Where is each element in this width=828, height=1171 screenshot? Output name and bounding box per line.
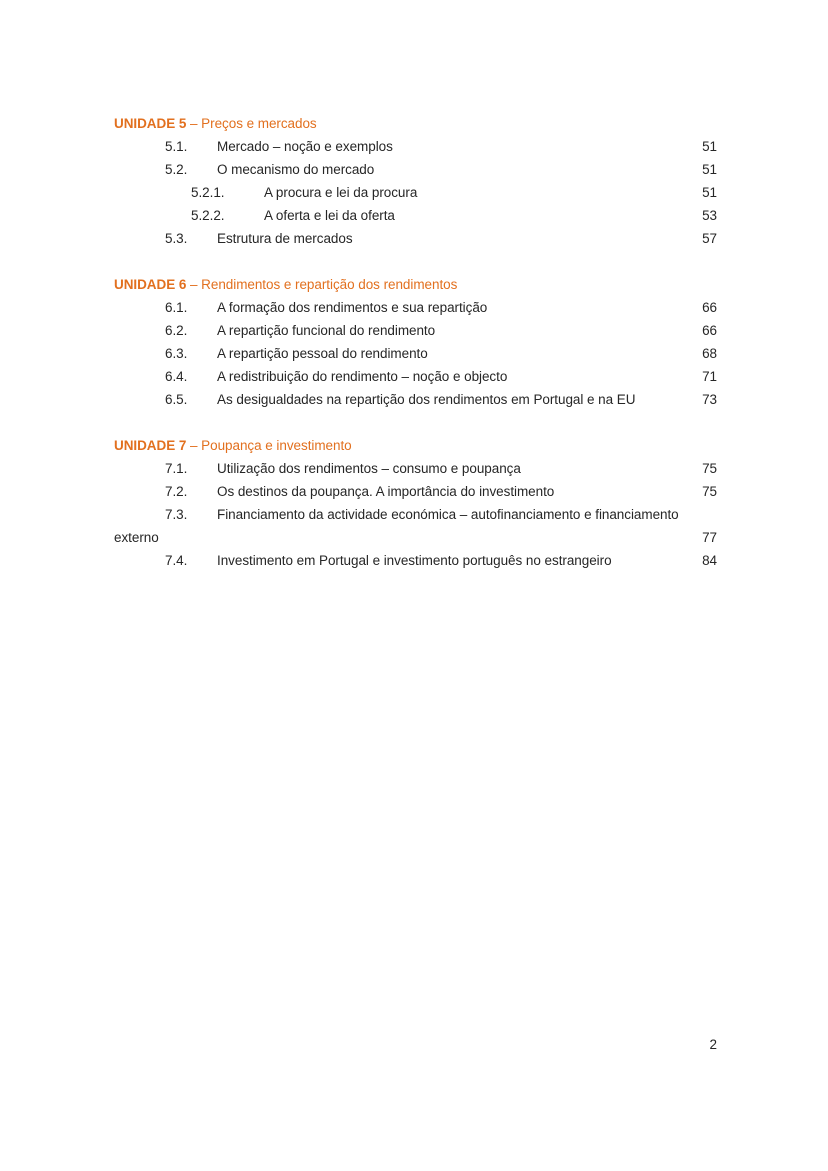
- toc-entry-number: 7.1.: [165, 461, 188, 476]
- toc-unit-label: UNIDADE 5: [114, 116, 187, 131]
- toc-entry-number: 6.3.: [165, 346, 188, 361]
- toc-entry-title: Estrutura de mercados: [217, 231, 353, 246]
- toc-entry[interactable]: [114, 480, 719, 503]
- toc-entry[interactable]: [114, 227, 719, 250]
- toc-entry-list: [114, 457, 719, 572]
- toc-unit-block: [114, 434, 719, 572]
- toc-unit-title: – Poupança e investimento: [186, 438, 352, 453]
- toc-entry-title: O mecanismo do mercado: [217, 162, 375, 177]
- toc-entry-number: 7.3.: [165, 507, 188, 522]
- toc-unit-heading[interactable]: [114, 273, 719, 296]
- toc-unit-block: [114, 112, 719, 250]
- toc-unit-block: [114, 273, 719, 411]
- toc-entry-title: Utilização dos rendimentos – consumo e poupança: [217, 461, 521, 476]
- toc-entry-title: As desigualdades na repartição dos rendimentos em Portugal e na EU: [217, 392, 636, 407]
- toc-entry-page-number: 51: [702, 185, 717, 200]
- toc-entry-page-number: 51: [702, 139, 717, 154]
- toc-unit-title: – Preços e mercados: [186, 116, 317, 131]
- toc-entry[interactable]: [114, 549, 719, 572]
- toc-entry[interactable]: [114, 503, 719, 549]
- toc-entry[interactable]: [114, 365, 719, 388]
- toc-entry-number: 5.2.1.: [191, 185, 225, 200]
- toc-unit-label: UNIDADE 7: [114, 438, 187, 453]
- toc-entry-number: 6.4.: [165, 369, 188, 384]
- toc-entry[interactable]: [114, 296, 719, 319]
- toc-entry-number: 5.2.: [165, 162, 188, 177]
- toc-entry-title: A repartição pessoal do rendimento: [217, 346, 428, 361]
- toc-entry[interactable]: [114, 135, 719, 158]
- toc-entry-page-number: 51: [702, 162, 717, 177]
- toc-unit-title: – Rendimentos e repartição dos rendimentos: [186, 277, 458, 292]
- toc-entry[interactable]: [114, 181, 719, 204]
- toc-entry-page-number: 77: [702, 530, 717, 545]
- toc-entry-number: 7.2.: [165, 484, 188, 499]
- toc-entry-number: 6.2.: [165, 323, 188, 338]
- toc-entry-page-number: 84: [702, 553, 717, 568]
- toc-entry-page-number: 75: [702, 484, 717, 499]
- toc-entry[interactable]: [114, 204, 719, 227]
- toc-entry[interactable]: [114, 388, 719, 411]
- toc-entry-list: [114, 135, 719, 250]
- toc-entry-title: A procura e lei da procura: [264, 185, 418, 200]
- toc-entry[interactable]: [114, 158, 719, 181]
- toc-entry-title: Os destinos da poupança. A importância do investimento: [217, 484, 555, 499]
- toc-unit-label: UNIDADE 6: [114, 277, 187, 292]
- toc-entry-page-number: 68: [702, 346, 717, 361]
- toc-entry-page-number: 57: [702, 231, 717, 246]
- toc-entry[interactable]: [114, 457, 719, 480]
- toc-entry-number: 6.1.: [165, 300, 188, 315]
- toc-entry[interactable]: [114, 342, 719, 365]
- toc-entry-number: 6.5.: [165, 392, 188, 407]
- toc-entry-page-number: 66: [702, 300, 717, 315]
- toc-entry-page-number: 75: [702, 461, 717, 476]
- toc-entry-title: A formação dos rendimentos e sua repartição: [217, 300, 488, 315]
- toc-entry-number: 5.2.2.: [191, 208, 225, 223]
- toc-entry-title: A repartição funcional do rendimento: [217, 323, 436, 338]
- toc-entry-title: A redistribuição do rendimento – noção e objecto: [217, 369, 508, 384]
- toc-unit-heading[interactable]: [114, 112, 719, 135]
- toc-entry-title: Mercado – noção e exemplos: [217, 139, 393, 154]
- toc-unit-heading[interactable]: [114, 434, 719, 457]
- toc-entry-page-number: 66: [702, 323, 717, 338]
- toc-entry-list: [114, 296, 719, 411]
- toc-entry-title: Investimento em Portugal e investimento português no estrangeiro: [217, 553, 612, 568]
- toc-entry-title: A oferta e lei da oferta: [264, 208, 395, 223]
- toc-entry-page-number: 53: [702, 208, 717, 223]
- toc-entry-number: 5.1.: [165, 139, 188, 154]
- toc-entry-title: Financiamento da actividade económica – autofinanciamento e financiamento externo: [114, 507, 679, 545]
- toc-entry-page-number: 73: [702, 392, 717, 407]
- toc-entry-number: 7.4.: [165, 553, 188, 568]
- toc-entry[interactable]: [114, 319, 719, 342]
- toc-entry-number: 5.3.: [165, 231, 188, 246]
- toc-entry-page-number: 71: [702, 369, 717, 384]
- table-of-contents: [114, 112, 719, 595]
- page-folio-number: 2: [709, 1037, 717, 1052]
